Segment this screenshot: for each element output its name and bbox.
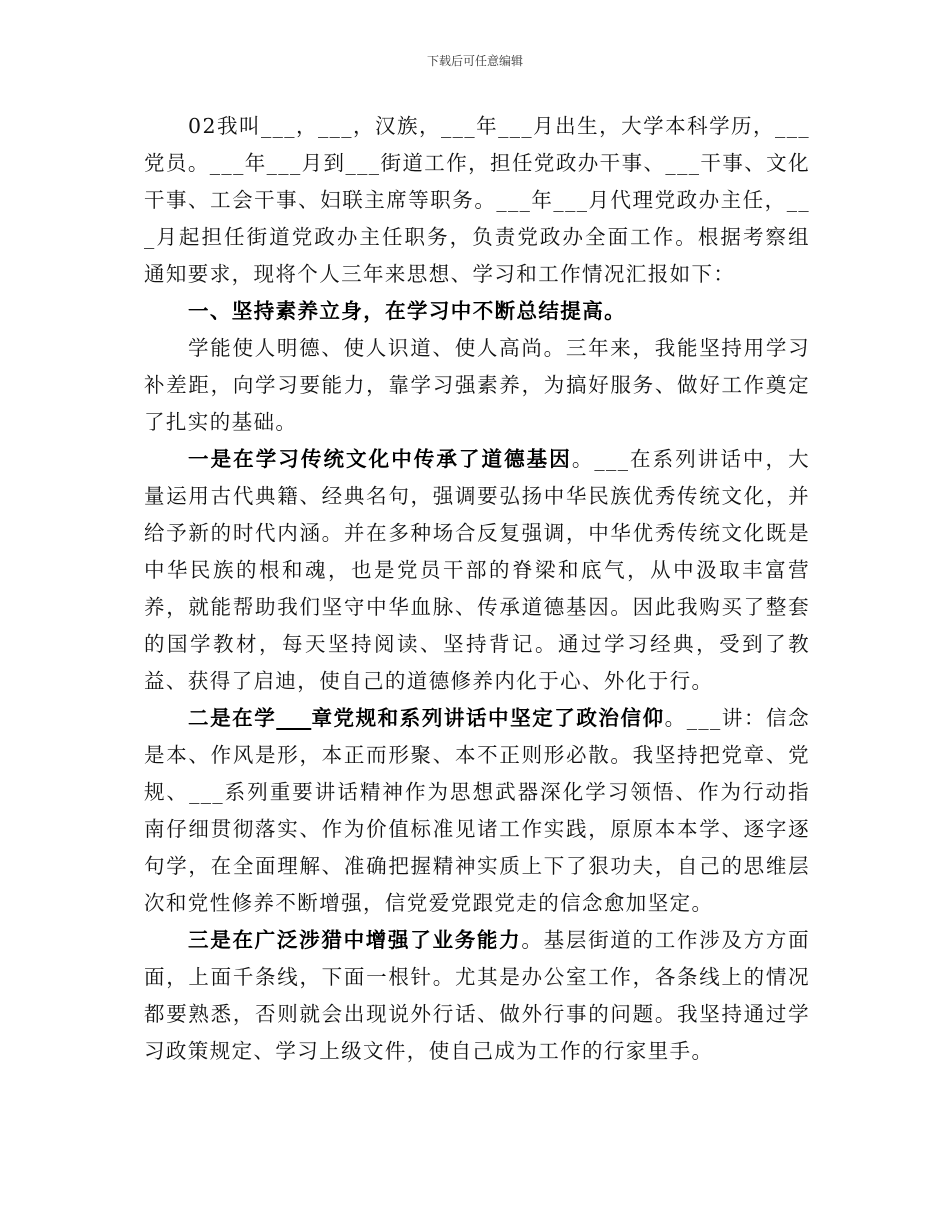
business-ability-lead: 三是在广泛涉猎中增强了业务能力	[188, 928, 522, 952]
political-belief-paragraph	[144, 700, 810, 922]
study-paragraph: 学能使人明德、使人识道、使人高尚。三年来，我能坚持用学习补差距，向学习要能力，靠学习强素养，为搞好服务、做好工作奠定了扎实的基础。	[144, 336, 810, 434]
section-heading-1: 一、坚持素养立身，在学习中不断总结提高。	[188, 299, 626, 323]
traditional-culture-paragraph	[144, 441, 810, 700]
intro-paragraph: 02我叫___，___，汉族，___年___月出生，大学本科学历，___党员。___年___月到___街道工作，担任党政办干事、___干事、文化干事、工会干事、妇联主席等职务。___年___月代理党政办主任，___月起担任街道党政办主任职务，负责党政办全面工作。根据考察组通知要求，现将个人三年来思想、学习和工作情况汇报如下：	[144, 114, 810, 286]
traditional-culture-body: 。___在系列讲话中，大量运用古代典籍、经典名句，强调要弘扬中华民族优秀传统文化，并给予新的时代内涵。并在多种场合反复强调，中华优秀传统文化既是中华民族的根和魂，也是党员干部的脊梁和底气，从中汲取丰富营养，就能帮助我们坚守中华血脉、传承道德基因。因此我购买了整套的国学教材，每天坚持阅读、坚持背记。通过学习经典，受到了教益、获得了启迪，使自己的道德修养内化于心、外化于行。	[144, 447, 810, 693]
political-belief-lead-b: 章党规和系列讲话中坚定了政治信仰	[311, 706, 665, 730]
document-body	[144, 108, 810, 1070]
political-belief-lead-blank: ___	[276, 706, 312, 730]
political-belief-lead-a: 二是在学	[188, 706, 277, 730]
political-belief-body: 。___讲：信念是本、作风是形，本正而形聚、本不正则形必散。我坚持把党章、党规、___系列重要讲话精神作为思想武器深化学习领悟、作为行动指南仔细贯彻落实、作为价值标准见诸工作实践，原原本本学、逐字逐句学，在全面理解、准确把握精神实质上下了狠功夫，自己的思维层次和党性修养不断增强，信党爱党跟党走的信念愈加坚定。	[144, 706, 811, 915]
business-ability-paragraph	[144, 922, 810, 1070]
business-ability-body: 。基层街道的工作涉及方方面面，上面千条线，下面一根针。尤其是办公室工作，各条线上的情况都要熟悉，否则就会出现说外行话、做外行事的问题。我坚持通过学习政策规定、学习上级文件，使自己成为工作的行家里手。	[144, 928, 810, 1063]
traditional-culture-lead: 一是在学习传统文化中传承了道德基因	[188, 447, 572, 471]
page-header: 下载后可任意编辑	[426, 54, 523, 68]
